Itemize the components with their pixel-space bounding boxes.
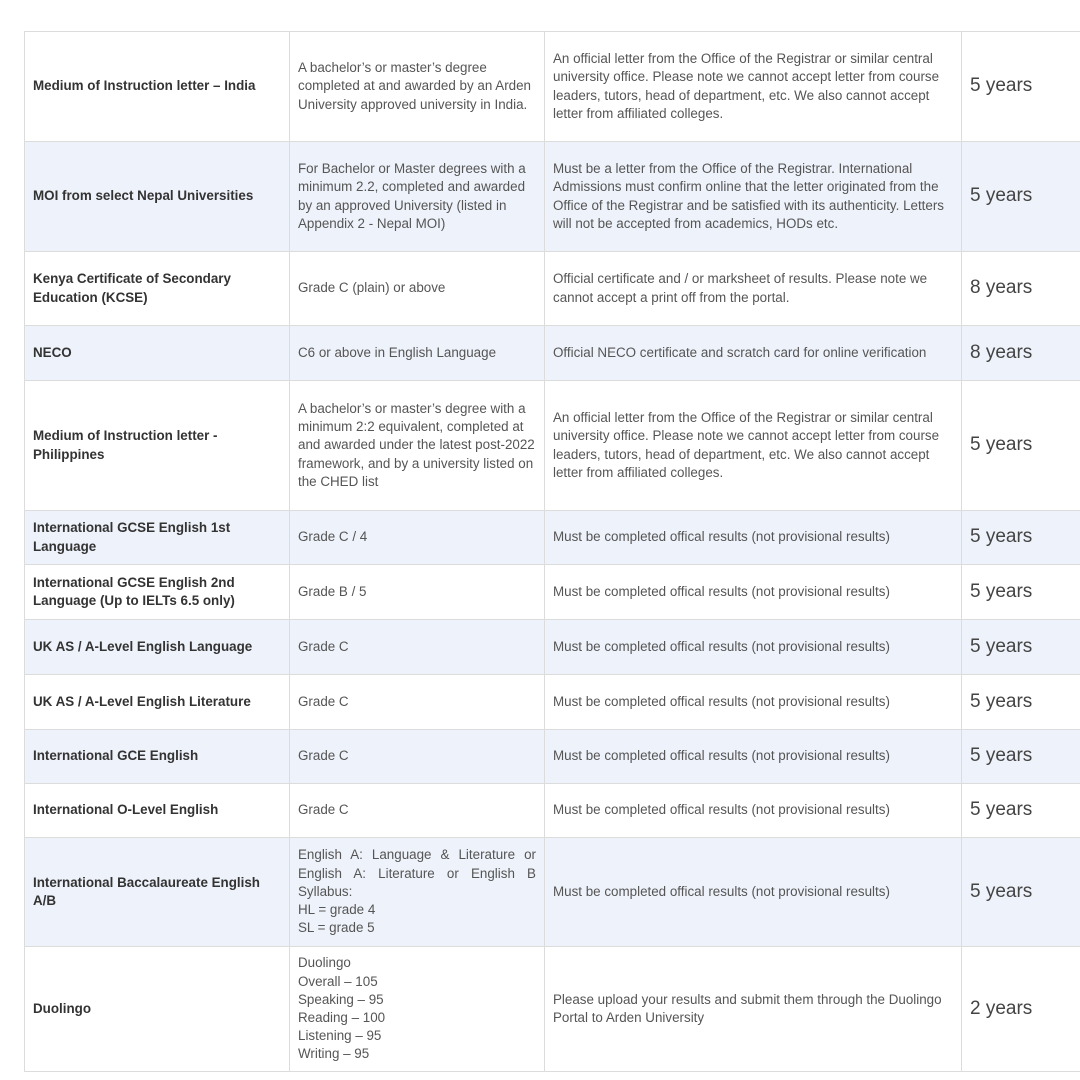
requirement-cell: English A: Language & Literature or English A: Literature or English B Syllabus: HL = grade 4 SL = grade 5 <box>290 838 545 947</box>
qualification-cell: MOI from select Nepal Universities <box>25 142 290 252</box>
table-row <box>25 142 1080 252</box>
validity-cell: 5 years <box>962 32 1080 142</box>
table-row <box>25 381 1080 511</box>
requirement-cell: A bachelor’s or master’s degree with a minimum 2:2 equivalent, completed at and awarded under the latest post-2022 framework, and by a university listed on the CHED list <box>290 381 545 511</box>
requirement-cell: C6 or above in English Language <box>290 326 545 381</box>
table-row <box>25 565 1080 620</box>
table-row <box>25 730 1080 784</box>
evidence-cell: Must be completed offical results (not provisional results) <box>545 838 962 947</box>
qualification-cell: UK AS / A-Level English Language <box>25 620 290 675</box>
table-row <box>25 675 1080 730</box>
qualification-cell: Medium of Instruction letter – India <box>25 32 290 142</box>
evidence-cell: Must be completed offical results (not provisional results) <box>545 675 962 730</box>
evidence-cell: An official letter from the Office of the Registrar or similar central university office. Please note we cannot accept letter from course leaders, tutors, head of department, etc. We also cannot accept letter from affiliated colleges. <box>545 381 962 511</box>
evidence-cell: Must be completed offical results (not provisional results) <box>545 730 962 784</box>
validity-cell: 5 years <box>962 565 1080 620</box>
qualification-cell: Kenya Certificate of Secondary Education (KCSE) <box>25 252 290 326</box>
validity-cell: 5 years <box>962 381 1080 511</box>
validity-cell: 5 years <box>962 620 1080 675</box>
table-row <box>25 32 1080 142</box>
qualification-cell: International GCE English <box>25 730 290 784</box>
english-requirements-table <box>24 31 1080 1072</box>
requirement-cell: Grade C / 4 <box>290 511 545 565</box>
table-row <box>25 252 1080 326</box>
requirement-cell: Grade C <box>290 620 545 675</box>
qualification-cell: NECO <box>25 326 290 381</box>
qualification-cell: International O-Level English <box>25 784 290 838</box>
requirement-cell: For Bachelor or Master degrees with a minimum 2.2, completed and awarded by an approved University (listed in Appendix 2 - Nepal MOI) <box>290 142 545 252</box>
evidence-cell: Must be a letter from the Office of the Registrar. International Admissions must confirm online that the letter originated from the Office of the Registrar and be satisfied with its authenticity. Letters will not be accepted from academics, HODs etc. <box>545 142 962 252</box>
evidence-cell: Must be completed offical results (not provisional results) <box>545 784 962 838</box>
qualification-cell: International GCSE English 1st Language <box>25 511 290 565</box>
validity-cell: 5 years <box>962 675 1080 730</box>
qualification-cell: UK AS / A-Level English Literature <box>25 675 290 730</box>
validity-cell: 8 years <box>962 326 1080 381</box>
evidence-cell: Official certificate and / or marksheet of results. Please note we cannot accept a print off from the portal. <box>545 252 962 326</box>
qualification-cell: Medium of Instruction letter - Philippines <box>25 381 290 511</box>
requirement-cell: Grade B / 5 <box>290 565 545 620</box>
qualification-cell: Duolingo <box>25 947 290 1072</box>
qualification-cell: International Baccalaureate English A/B <box>25 838 290 947</box>
validity-cell: 8 years <box>962 252 1080 326</box>
evidence-cell: An official letter from the Office of the Registrar or similar central university office. Please note we cannot accept letter from course leaders, tutors, head of department, etc. We also cannot accept letter from affiliated colleges. <box>545 32 962 142</box>
requirement-cell: Grade C (plain) or above <box>290 252 545 326</box>
validity-cell: 5 years <box>962 784 1080 838</box>
table-row <box>25 784 1080 838</box>
requirement-cell: Grade C <box>290 675 545 730</box>
validity-cell: 5 years <box>962 511 1080 565</box>
validity-cell: 5 years <box>962 730 1080 784</box>
validity-cell: 5 years <box>962 838 1080 947</box>
requirement-cell: Duolingo Overall – 105 Speaking – 95 Reading – 100 Listening – 95 Writing – 95 <box>290 947 545 1072</box>
evidence-cell: Must be completed offical results (not provisional results) <box>545 565 962 620</box>
validity-cell: 5 years <box>962 142 1080 252</box>
evidence-cell: Please upload your results and submit them through the Duolingo Portal to Arden University <box>545 947 962 1072</box>
evidence-cell: Must be completed offical results (not provisional results) <box>545 511 962 565</box>
table-row <box>25 838 1080 947</box>
requirement-cell: A bachelor’s or master’s degree completed at and awarded by an Arden University approved university in India. <box>290 32 545 142</box>
table-row <box>25 947 1080 1072</box>
table-row <box>25 620 1080 675</box>
table-row <box>25 326 1080 381</box>
evidence-cell: Must be completed offical results (not provisional results) <box>545 620 962 675</box>
validity-cell: 2 years <box>962 947 1080 1072</box>
requirement-cell: Grade C <box>290 784 545 838</box>
qualification-cell: International GCSE English 2nd Language (Up to IELTs 6.5 only) <box>25 565 290 620</box>
table-row <box>25 511 1080 565</box>
requirement-cell: Grade C <box>290 730 545 784</box>
evidence-cell: Official NECO certificate and scratch card for online verification <box>545 326 962 381</box>
